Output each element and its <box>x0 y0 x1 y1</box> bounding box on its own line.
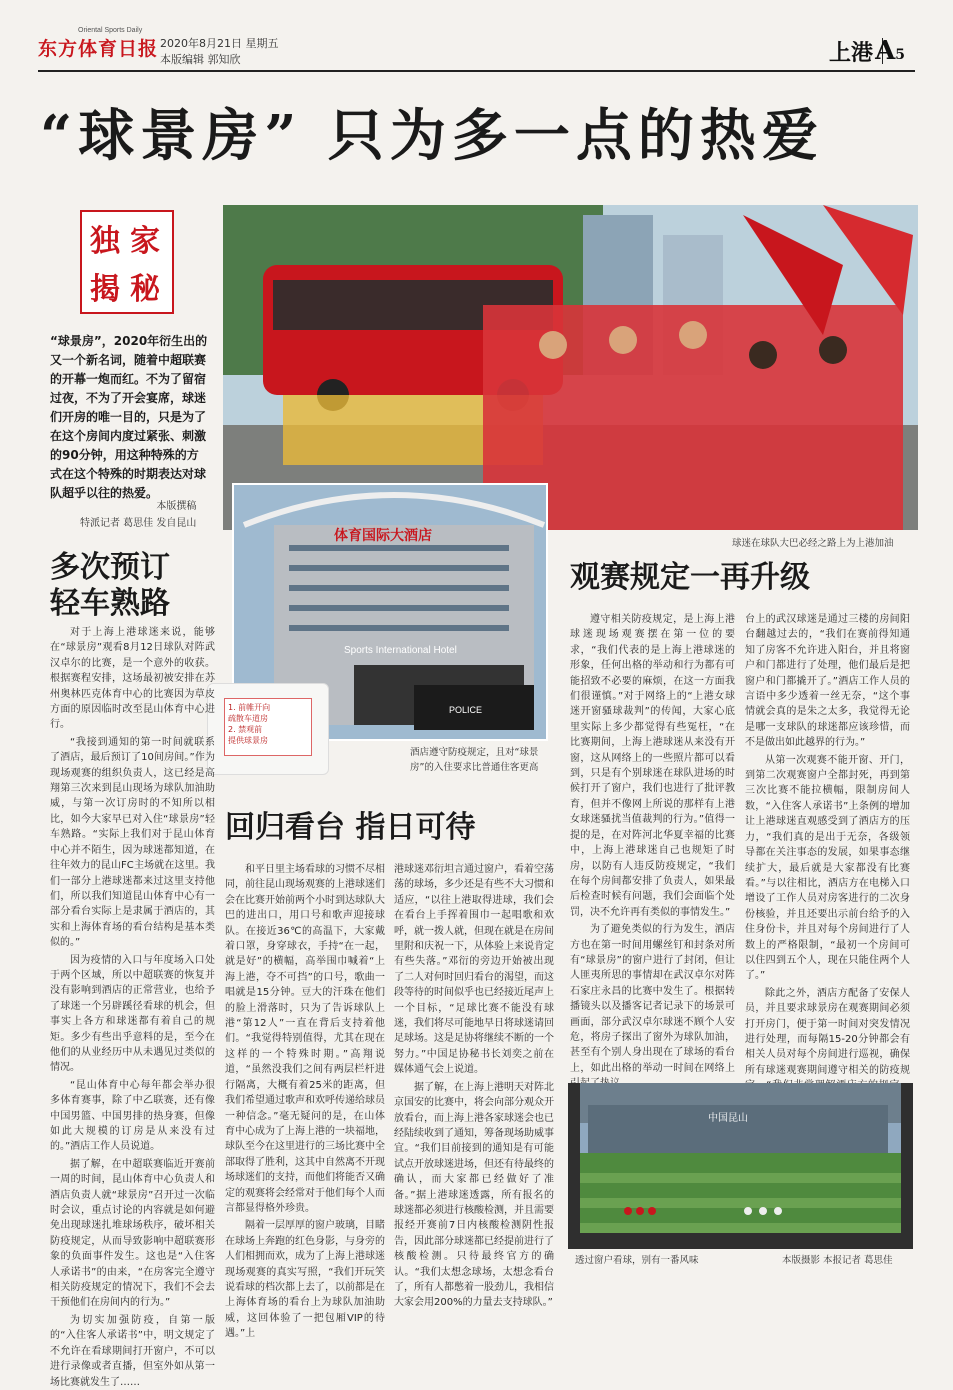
bus-fans-photo <box>223 205 918 530</box>
hotel-photo-caption: 酒店遵守防疫规定，且对“球景房”的入住要求比普通住客更高 <box>410 747 539 773</box>
notice-sign-photo <box>207 683 329 775</box>
exclusive-char: 家 <box>130 224 160 259</box>
brand-name: 东方体育日报 <box>38 38 159 60</box>
hotel-roof-sign: 体育国际大酒店 <box>334 528 432 544</box>
lead-paragraph: “球景房”，2020年衍生出的又一个新名词，随着中超联赛的开幕一炮而红。不为了留宿过夜，不为了开会宴席，球迷们开房的唯一目的，只是为了在这个房间内度过紧张、刺激的90分钟，用这种特殊的方式在这个特殊的时期表达对球队超乎以往的热爱。 <box>50 334 208 500</box>
exclusive-char: 独 <box>90 224 120 259</box>
section1-body <box>50 625 215 1388</box>
section2-body-col1 <box>225 862 385 1340</box>
issue-meta <box>160 36 279 68</box>
paragraph: 据了解，在中超联赛临近开赛前一周的时间，昆山体育中心负责人和酒店负责人就“球景房”召开过一次临时会议，重点讨论的内容就是如何避免出现球迷扎堆球场秩序，破坏相关防疫规定，从而导致影响中超联赛形象的负面事件发生。这也是“入住客人承诺书”的由来，“在房客完全遵守相关防疫规定的情况下，我们不会去干预他们在房间内的行为。” <box>50 1158 215 1309</box>
page-editor: 本版编辑 郭知欣 <box>160 53 241 66</box>
hotel-english-sign: Sports International Hotel <box>344 645 457 656</box>
headline: “球景房” 只为多一点的热爱 <box>40 103 824 169</box>
section2-title: 回归看台 指日可待 <box>225 810 476 845</box>
byline-line2: 特派记者 葛思佳 发自昆山 <box>80 518 197 529</box>
paragraph: “我接到通知的第一时间就联系了酒店，最后预订了10间房间。”作为现场观赛的组织负责人，这已经是高翔第三次来到昆山现场为球队加油助威，与第一次订房时的不知所以相比，如今大家早已对入住“球景房”轻车熟路。“实际上我们对于昆山体育中心并不陌生，因为球迷都知道，在往年效力的昆山FC主场就在这里。我们一部分上港球迷都来过这里支持他们，所以我们知道昆山体育中心有一部分看台实际上是隶属于酒店的，其实和上海体育场的看台结构是基本类似的。” <box>50 736 215 949</box>
bus-photo-caption: 球迷在球队大巴必经之路上为上港加油 <box>732 538 894 549</box>
paragraph: 对于上海上港球迷来说，能够在“球景房”观看8月12日球队对阵武汉卓尔的比赛，是一个意外的收获。根据赛程安排，这场最初被安排在苏州奥林匹克体育中心的比赛因为草皮方面的原因临时改至昆山体育中心进行。 <box>50 627 215 731</box>
section1-title-line2: 轻车熟路 <box>50 586 170 621</box>
bus-fans-illustration <box>223 205 918 530</box>
paragraph: 为切实加强防疫，自第一版的“入住客人承诺书”中，明文规定了不允许在看球期间打开窗户，不可以进行录像或者直播，但室外如从第一场比赛就发生了…… <box>50 1314 215 1388</box>
photo-credit: 本版摄影 本报记者 葛思佳 <box>782 1255 893 1266</box>
masthead-logo <box>38 27 159 64</box>
issue-date: 2020年8月21日 星期五 <box>160 37 279 50</box>
police-text: POLICE <box>449 705 483 715</box>
paragraph: 除此之外，酒店方配备了安保人员，并且要求球景房在观赛期间必须打开房门，便于第一时间对突发情况进行处理，而每隔15-20分钟都会有相关人员对每个房间进行巡视，确保所有球迷观赛期间遵守相关的防疫规 <box>745 987 910 1076</box>
section3-title: 观赛规定一再升级 <box>570 560 810 595</box>
section-name: 上港 <box>828 41 873 66</box>
section2-body-col2 <box>394 862 554 1309</box>
header-rule <box>38 70 915 72</box>
stadium-illustration <box>568 1083 913 1249</box>
brand-sub: Oriental Sports Daily <box>78 27 143 34</box>
paragraph: “昆山体育中心每年都会举办很多体育赛事，除了中乙联赛，还有像中国男篮、中国男排的热身赛，但像如此大规模的订房是从来没有过的。”酒店工作人员说道。 <box>50 1079 215 1153</box>
stadium-banner-text: 中国昆山 <box>708 1113 748 1124</box>
section1-title-line1: 多次预订 <box>50 550 170 585</box>
paragraph: 和平日里主场看球的习惯不尽相同，前往昆山现场观赛的上港球迷们会在比赛开始前两个小时到达球队大巴的进出口，用口号和歌声迎接球队。在接近36℃的高温下，大家戴着口罩，身穿球衣，手持“在一起，就是好”的横幅，高举围巾喊着“上海上港，夺不可挡”的口号，歌曲一唱就是15分钟。豆大的汗珠在他们的脸上滑落时，只为了告诉球队上港“第12人”一直在背后支持着他们。“我觉得特别值得，尤其在现在这样的一个特殊时期。”高翔说道，“虽然没我们之间有两层栏杆进行隔离，大概有着25米的距离，但我们希望通过歌声和欢呼传递给球员一种信念。”毫无疑问的是，在山体育中心成为了上海上港的一块福地，球队至今在这里进行的三场比赛中全部取得了胜利，这其中自然离不开现场球迷们的支持，而他们将能否又确定的观赛将会经常对于他们每个人而言都显得格外珍贵。 <box>225 864 385 1214</box>
section3-body-col2 <box>745 612 910 1076</box>
page-number: A5 <box>875 36 905 66</box>
paragraph: 为了避免类似的行为发生，酒店方也在第一时间用螺丝钉和封条对所有“球景房”的窗户进行了封闭，但让人匪夷所思的事情却在武汉卓尔对阵石家庄永昌的比赛中发生了。根据转播镜头以及播客记者记录下的场景可画面，部分武汉卓尔球迷不顾个人安危，将房子探出了窗外为球队加油，甚至有个别人身出现在了球场的看台上，如此出格的举动一时间在网络上 <box>570 924 735 1074</box>
section3-body-col1 <box>570 612 735 1072</box>
paragraph: 遵守相关防疫规定，是上海上港球迷现场观赛摆在第一位的要求，“我们代表的是上海上港球迷的形象，任何出格的举动和行为都有可能招致不必要的麻烦，在这一方面我们很谨慎。”对于网络上的“上港女球迷开窗骚球裁判”的传闻，大家心底里实际上多少都觉得有些冤枉，“在比赛期间，上海上港球迷从来没有开窗，这从网络上的一些照片都可以看到，只是有个别球迷在球队进场的时候打开了窗户，我们也进行了批评教育，但并不像网上所说的那样有上港女球迷骚扰当值裁判的行为。”值得一提的是，在对阵河北华夏幸福的比赛中，上海上港球迷自己也规矩了时房，以防有人违反防疫规定，“我们在每个房间都安排了负责人，如果最后检查时候有问题，我们会面临个处罚，决不允许再有类似的事情发生。” <box>570 614 735 918</box>
exclusive-char: 揭 <box>90 272 120 307</box>
exclusive-badge <box>80 210 174 314</box>
paragraph: 隔着一层厚厚的窗户玻璃，目睹在球场上奔跑的红色身影，与身旁的人们相拥而欢，成为了上海上港球迷现场观赛的真实写照，“我们开玩笑说看球的档次都上去了，以前都是在上海体育场的看台上为球队加油助威，这回体验了一把包厢VIP的待遇。”上 <box>225 1220 385 1340</box>
paragraph: 港球迷邓衍坦言通过窗户，看着空荡荡的球场，多少还是有些不大习惯和适应，“以往上港取得进球，我们会在看台上手挥着围巾一起唱歌和欢呼，就一拨人就，但现在就是在房间里附和庆祝一下，从体验上来说肯定有些失落。”邓衍的旁边开始被出现了二人对何时回归看台的渴望，而这段等待的时间似乎也已经接近尾声上一个目标，“足球比赛不能没有球迷，我们将尽可能地早日将球迷请回足球场。这是足协将继续不断的一个努力。”中国足协秘书长刘奕之前在媒体通气会上说道。 <box>394 864 554 1076</box>
byline <box>80 498 196 532</box>
paragraph: 据了解，在上海上港明天对阵北京国安的比赛中，将会向部分观众开放看台，而上海上港各家球迷会也已经陆续收到了通知，筹备现场助威事宜。“我们目前接到的通知是有可能试点开放球迷进场，但还有待最终的确认，而大家都已经做好了准备。”据上港球迷透露，所有报名的球迷都必须进行核酸检测，并且需要报经开赛前7日内核酸检测阴性报告，因此部分球迷都已经提前进行了核酸检测。只待最终官方的确认。“我们太想念球场，太想念看台了，所有人都憋着一股劲儿，我相信大家会用200%的力量去支持球队。” <box>394 1081 554 1309</box>
stadium-photo-caption: 透过窗户看球，别有一番风味 <box>575 1255 699 1266</box>
notice-sign-text: 1. 前帷开向 疏散车道房 2. 禁观前 提供球景房 <box>224 698 312 756</box>
paragraph: 从第一次观赛不能开窗、开门，到第二次观赛窗户全都封死，再到第三次比赛不能拉横幅，限制房间人数，“入住客人承诺书”上条例的增加让上港球迷直观感受到了酒店方的压力，“我们真的是出于无奈，各级领导都在关注事态的发展，如果事态继续扩大，最后就是大家都没有比赛看。”与以往相比，酒店方在电梯入口增设了工作人员对房客进行的二次身份核验，并且还要出示前台给予的入住身份卡，并且对每个房间进行了人数上的严格限制，“最初一个房间可以住四到五个人，现在只能住两个人了。” <box>745 754 910 982</box>
paragraph: 台上的武汉球迷是通过三楼的房间阳台翻越过去的，“我们在赛前得知通知了房客不允许进入阳台，并且将窗户和门都进行了处理，他们最后是把窗户和门都撬开了。”酒店工作人员的言语中多少透着一丝无奈，“这个事情就会真的是朱之太多，我觉得无论是哪一支球队的球迷都应该珍惜，而不是做出如此越界的行为。” <box>745 614 910 749</box>
paragraph: 因为疫情的入口与年度场入口处于两个区域，所以中超联赛的恢复并没有影响到酒店的正常营业，也给予了球迷一个另辟蹊径看球的机会，但事实上各方和球迷都有着自己的规矩。多少有些出乎意料的是，至今在他们的从业经历中从未遇见过类似的情况。 <box>50 954 215 1074</box>
exclusive-char: 秘 <box>130 272 160 307</box>
section1-title <box>50 550 170 622</box>
byline-line1: 本版撰稿 <box>156 501 197 512</box>
stadium-photo <box>568 1083 913 1249</box>
